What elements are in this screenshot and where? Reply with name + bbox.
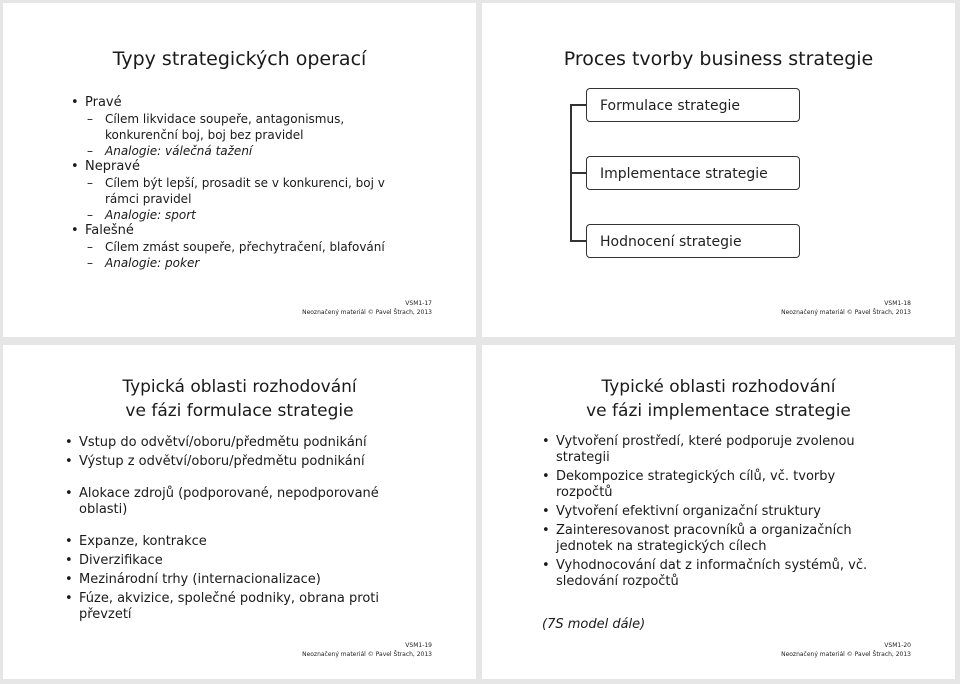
slide-title-line1: Typické oblasti rozhodování bbox=[601, 377, 836, 397]
process-step-evaluation: Hodnocení strategie bbox=[586, 224, 800, 258]
copyright-note: Neoznačený materiál © Pavel Štrach, 2013 bbox=[302, 651, 432, 658]
slide-code: VSM1-17 bbox=[405, 300, 432, 307]
copyright-note: Neoznačený materiál © Pavel Štrach, 2013 bbox=[302, 309, 432, 316]
bullet-list bbox=[538, 434, 888, 590]
list-item: – Analogie: válečná tažení bbox=[67, 143, 417, 159]
process-step-implementation: Implementace strategie bbox=[586, 156, 800, 190]
slide-18 bbox=[482, 3, 955, 337]
slide-17 bbox=[3, 3, 476, 337]
slide-title: Proces tvorby business strategie bbox=[563, 48, 874, 70]
slide-code: VSM1-20 bbox=[884, 642, 911, 649]
slide-title bbox=[482, 375, 955, 423]
list-item: – Cílem být lepší, prosadit se v konkurenci, boj v rámci pravidel bbox=[67, 175, 417, 207]
list-item: • Diverzifikace bbox=[61, 553, 401, 569]
process-connector bbox=[570, 240, 586, 242]
slide-code: VSM1-19 bbox=[405, 642, 432, 649]
list-item: – Cílem likvidace soupeře, antagonismus, konkurenční boj, boj bez pravidel bbox=[67, 111, 417, 143]
list-item: • Expanze, kontrakce bbox=[61, 534, 401, 550]
list-item: • Vytvoření prostředí, které podporuje zvolenou strategii bbox=[538, 434, 888, 466]
list-item: • Fúze, akvizice, společné podniky, obrana proti převzetí bbox=[61, 591, 401, 623]
slide-title: Typy strategických operací bbox=[112, 48, 367, 70]
slide-19 bbox=[3, 345, 476, 679]
list-item: • Alokace zdrojů (podporované, nepodporované oblasti) bbox=[61, 486, 401, 518]
copyright-note: Neoznačený materiál © Pavel Štrach, 2013 bbox=[781, 651, 911, 658]
slide-code: VSM1-18 bbox=[884, 300, 911, 307]
model-note: (7S model dále) bbox=[542, 617, 646, 632]
slide-title bbox=[3, 375, 476, 423]
list-item: • Vytvoření efektivní organizační struktury bbox=[538, 504, 888, 520]
list-item: • Pravé bbox=[67, 95, 417, 111]
list-item: • Dekompozice strategických cílů, vč. tvorby rozpočtů bbox=[538, 469, 888, 501]
list-item: • Vyhodnocování dat z informačních systémů, vč. sledování rozpočtů bbox=[538, 558, 888, 590]
process-step-formulation: Formulace strategie bbox=[586, 88, 800, 122]
list-item: • Nepravé bbox=[67, 159, 417, 175]
list-item: • Vstup do odvětví/oboru/předmětu podnikání bbox=[61, 435, 401, 451]
list-item: • Zainteresovanost pracovníků a organizačních jednotek na strategických cílech bbox=[538, 523, 888, 555]
process-connector bbox=[570, 172, 586, 174]
list-item: – Analogie: poker bbox=[67, 255, 417, 271]
slide-title-line2: ve fázi implementace strategie bbox=[586, 401, 851, 421]
slide-title-line2: ve fázi formulace strategie bbox=[125, 401, 354, 421]
bullet-list bbox=[67, 95, 417, 271]
slide-20 bbox=[482, 345, 955, 679]
list-item: • Falešné bbox=[67, 223, 417, 239]
bullet-list bbox=[61, 435, 401, 623]
list-item: • Mezinárodní trhy (internacionalizace) bbox=[61, 572, 401, 588]
process-connector bbox=[570, 104, 586, 106]
list-item: – Cílem zmást soupeře, přechytračení, blafování bbox=[67, 239, 417, 255]
slide-title-line1: Typická oblasti rozhodování bbox=[122, 377, 357, 397]
copyright-note: Neoznačený materiál © Pavel Štrach, 2013 bbox=[781, 309, 911, 316]
list-item: – Analogie: sport bbox=[67, 207, 417, 223]
list-item: • Výstup z odvětví/oboru/předmětu podnikání bbox=[61, 454, 401, 470]
